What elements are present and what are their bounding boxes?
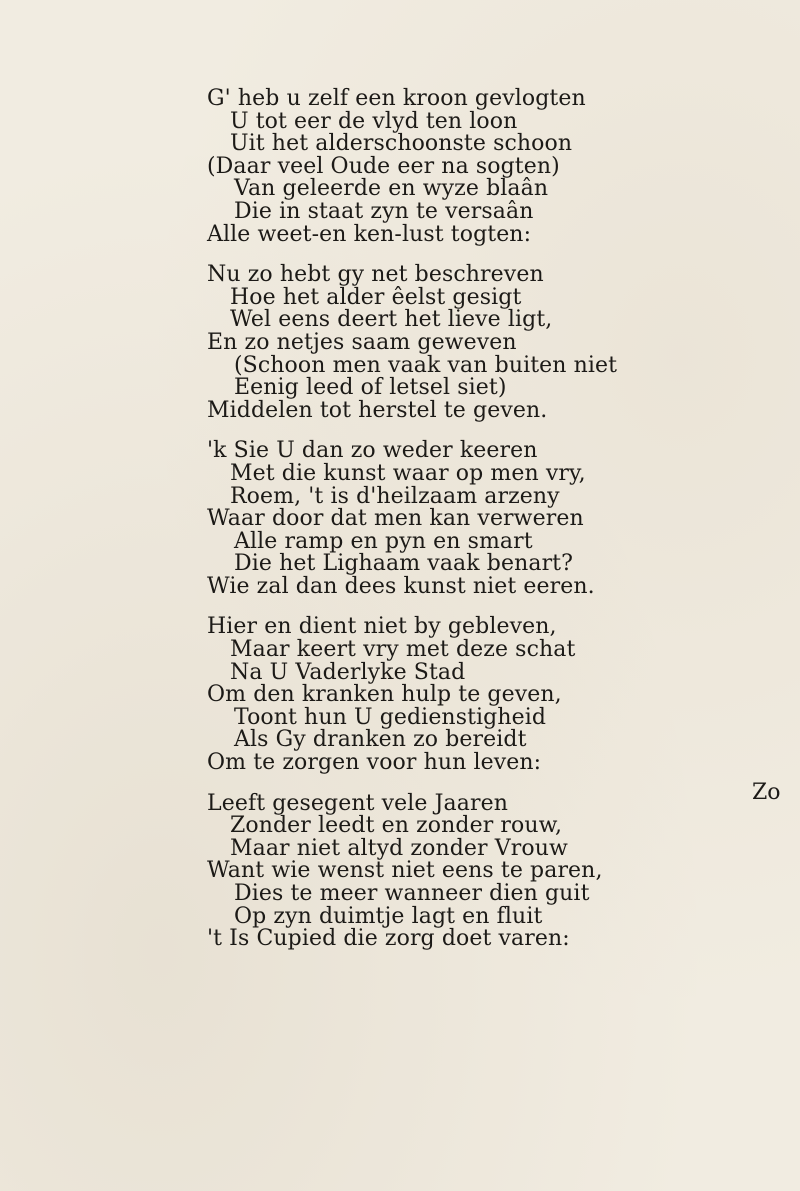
poem-line: Alle ramp en pyn en smart <box>234 528 533 554</box>
poem-line: (Schoon men vaak van buiten niet <box>234 352 618 378</box>
poem-line: G' heb u zelf een kroon gevlogten <box>207 86 586 111</box>
poem-line: Die het Lighaam vaak benart? <box>234 551 574 577</box>
poem-line: Van geleerde en wyze blaân <box>234 176 549 202</box>
poem-line: Roem, 't is d'heilzaam arzeny <box>230 483 560 509</box>
poem-line: U tot eer de vlyd ten loon <box>230 108 518 134</box>
poem-line: Met die kunst waar op men vry, <box>230 460 586 486</box>
poem-line: Maar niet altyd zonder Vrouw <box>230 835 568 861</box>
poem-line: Eenig leed of letsel siet) <box>234 375 507 401</box>
poem-line: Wel eens deert het lieve ligt, <box>230 307 553 333</box>
poem <box>207 88 787 969</box>
poem-line: 'k Sie U dan zo weder keeren <box>207 438 538 464</box>
poem-line: (Daar veel Oude eer na sogten) <box>207 153 560 179</box>
poem-line: En zo netjes saam geweven <box>207 329 517 355</box>
poem-line: Dies te meer wanneer dien guit <box>234 881 590 906</box>
poem-line: Om den kranken hulp te geven, <box>207 682 562 708</box>
poem-line: Maar keert vry met deze schat <box>230 637 576 663</box>
stanza <box>207 616 787 774</box>
stanza <box>207 88 787 246</box>
catchword: Zo <box>752 780 781 805</box>
poem-line: Toont hun U gedienstigheid <box>234 704 547 730</box>
poem-line: Om te zorgen voor hun leven: <box>207 750 542 776</box>
poem-line: Wie zal dan dees kunst niet eeren. <box>207 573 595 599</box>
poem-line: Die in staat zyn te versaân <box>234 198 534 224</box>
poem-line: Waar door dat men kan verweren <box>207 506 584 532</box>
poem-line: Zonder leedt en zonder rouw, <box>230 813 563 839</box>
stanza <box>207 264 787 422</box>
poem-line: Uit het alderschoonste schoon <box>230 131 573 157</box>
poem-line: Alle weet-en ken-lust togten: <box>207 221 532 247</box>
poem-line: 't Is Cupied die zorg doet varen: <box>207 926 570 952</box>
poem-line: Middelen tot herstel te geven. <box>207 397 548 423</box>
poem-line: Hoe het alder êelst gesigt <box>230 284 522 310</box>
poem-line: Leeft gesegent vele Jaaren <box>207 790 508 816</box>
stanza <box>207 790 787 952</box>
poem-line: Op zyn duimtje lagt en fluit <box>234 903 543 929</box>
poem-line: Na U Vaderlyke Stad <box>230 659 466 685</box>
poem-line: Hier en dient niet by gebleven, <box>207 614 557 640</box>
poem-line: Want wie wenst niet eens te paren, <box>207 858 603 884</box>
stanza <box>207 440 787 598</box>
poem-line: Nu zo hebt gy net beschreven <box>207 262 544 288</box>
poem-line: Als Gy dranken zo bereidt <box>234 727 527 753</box>
